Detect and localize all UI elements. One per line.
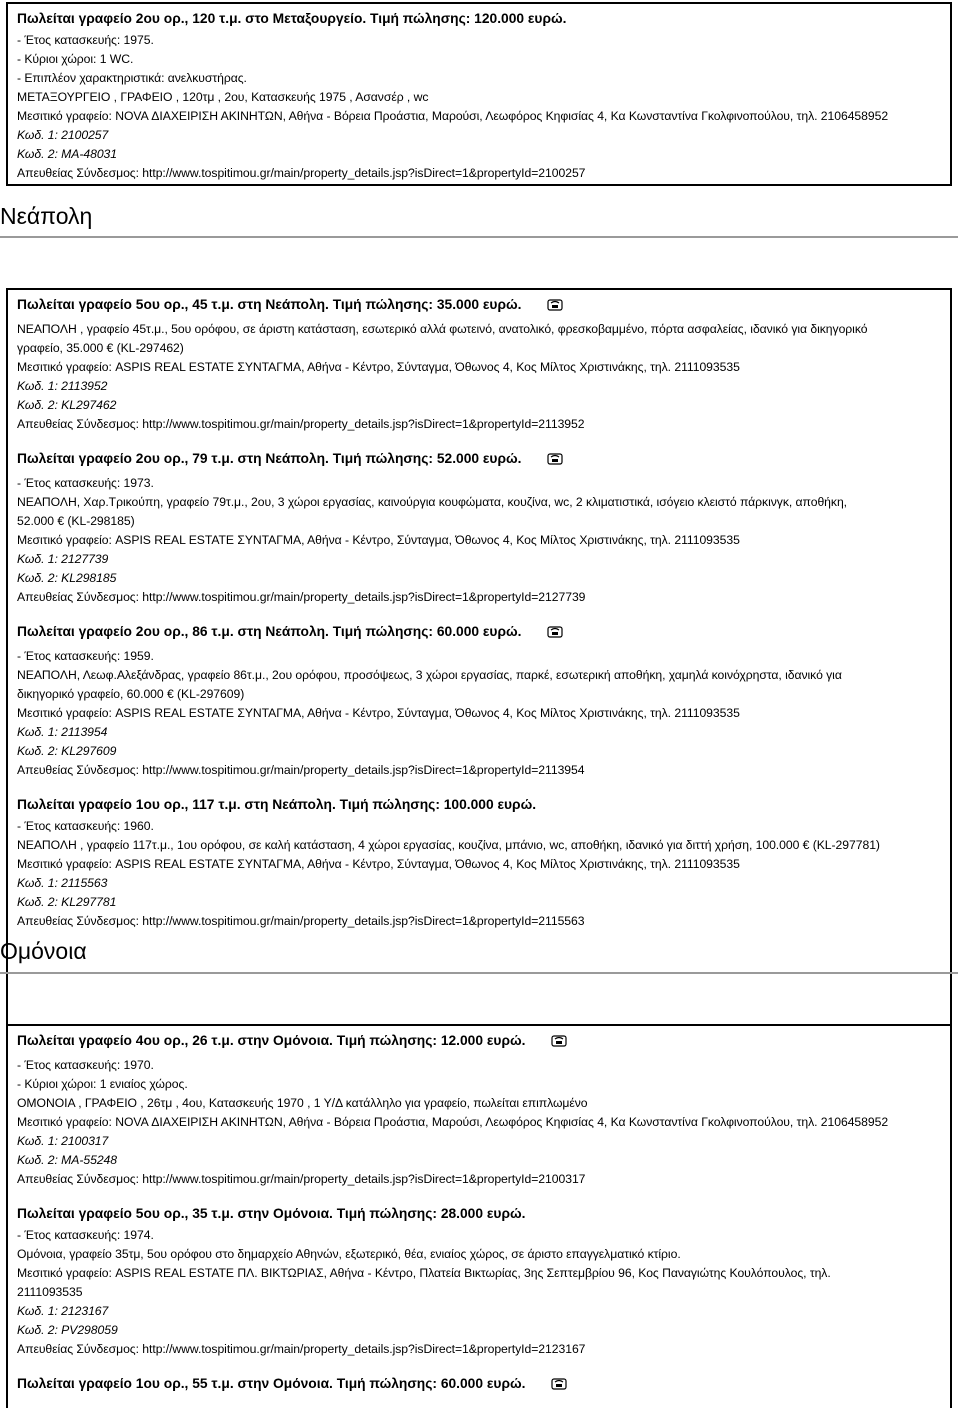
listing-title: Πωλείται γραφείο 2ου ορ., 86 τ.μ. στη Νεάπολη. Τιμή πώλησης: 60.000 ευρώ. <box>17 619 941 647</box>
listing-line: 2111093535 <box>17 1285 83 1299</box>
listing-line: 52.000 € (KL-298185) <box>17 514 135 528</box>
direct-link[interactable]: Απευθείας Σύνδεσμος: http://www.tospitimou.gr/main/property_details.jsp?isDirect=1&propertyId=2100257 <box>17 166 586 180</box>
agency-line: Μεσιτικό γραφείο: ASPIS REAL ESTATE ΣΥΝΤΑΓΜΑ, Αθήνα - Κέντρο, Σύνταγμα, Όθωνος 4, Κος Μίλτος Χριστινάκης, τηλ. 2111093535 <box>17 857 740 871</box>
listing-code-2: Κωδ. 2: KL297609 <box>17 744 117 758</box>
listing-title: Πωλείται γραφείο 5ου ορ., 35 τ.μ. στην Ομόνοια. Τιμή πώλησης: 28.000 ευρώ. <box>17 1206 526 1221</box>
listing-code-1: Κωδ. 1: 2113954 <box>17 725 108 739</box>
listing-line: ΝΕΑΠΟΛΗ , γραφείο 45τ.μ., 5ου ορόφου, σε άριστη κατάσταση, εσωτερικό αλλά φωτεινό, ανατολικό, φρεσκοβαμμένο, πόρτα ασφαλείας, ιδανικό για δικηγορικό <box>17 322 868 336</box>
section-divider <box>0 972 958 974</box>
listing-title: Πωλείται γραφείο 4ου ορ., 26 τ.μ. στην Ομόνοια. Τιμή πώλησης: 12.000 ευρώ. <box>17 1028 941 1056</box>
section-heading-omonoia: Ομόνοια <box>0 938 87 964</box>
listing-line: - Κύριοι χώροι: 1 WC. <box>17 52 134 66</box>
listing-code-2: Κωδ. 2: KL297781 <box>17 895 117 909</box>
agency-line: Μεσιτικό γραφείο: ASPIS REAL ESTATE ΣΥΝΤΑΓΜΑ, Αθήνα - Κέντρο, Σύνταγμα, Όθωνος 4, Κος Μίλτος Χριστινάκης, τηλ. 2111093535 <box>17 706 740 720</box>
listing-title: Πωλείται γραφείο 5ου ορ., 45 τ.μ. στη Νεάπολη. Τιμή πώλησης: 35.000 ευρώ. <box>17 292 941 320</box>
listing-code-1: Κωδ. 1: 2123167 <box>17 1304 109 1318</box>
direct-link[interactable]: Απευθείας Σύνδεσμος: http://www.tospitimou.gr/main/property_details.jsp?isDirect=1&propertyId=2115563 <box>17 914 585 928</box>
listing-title: Πωλείται γραφείο 2ου ορ., 79 τ.μ. στη Νεάπολη. Τιμή πώλησης: 52.000 ευρώ. <box>17 446 941 474</box>
agency-line: Μεσιτικό γραφείο: ASPIS REAL ESTATE ΣΥΝΤΑΓΜΑ, Αθήνα - Κέντρο, Σύνταγμα, Όθωνος 4, Κος Μίλτος Χριστινάκης, τηλ. 2111093535 <box>17 360 740 374</box>
phone-icon <box>551 1031 567 1056</box>
phone-icon <box>547 295 563 320</box>
listing-line: - Έτος κατασκευής: 1974. <box>17 1228 154 1242</box>
listing-block <box>6 2 952 186</box>
listing-code-2: Κωδ. 2: MA-55248 <box>17 1153 117 1167</box>
direct-link[interactable]: Απευθείας Σύνδεσμος: http://www.tospitimou.gr/main/property_details.jsp?isDirect=1&propertyId=2123167 <box>17 1342 586 1356</box>
listing-line: ΝΕΑΠΟΛΗ, Λεωφ.Αλεξάνδρας, γραφείο 86τ.μ., 2ου ορόφου, προσόψεως, 3 χώροι εργασίας, παρκέ, εσωτερική αποθήκη, χαμηλά κοινόχρηστα, ιδανικό για <box>17 668 842 682</box>
listing-title: Πωλείται γραφείο 1ου ορ., 55 τ.μ. στην Ομόνοια. Τιμή πώλησης: 60.000 ευρώ. <box>17 1371 941 1399</box>
listing-line: - Έτος κατασκευής: 1960. <box>17 819 154 833</box>
section-divider <box>0 236 958 238</box>
direct-link[interactable]: Απευθείας Σύνδεσμος: http://www.tospitimou.gr/main/property_details.jsp?isDirect=1&propertyId=2127739 <box>17 590 586 604</box>
phone-icon <box>547 449 563 474</box>
listing-line: ΝΕΑΠΟΛΗ , γραφείο 117τ.μ., 1ου ορόφου, σε καλή κατάσταση, 4 χώροι εργασίας, κουζίνα, μπάνιο, wc, αποθήκη, ιδανικό για διττή χρήση, 100.000 € (KL-297781) <box>17 838 880 852</box>
listing-line: ΝΕΑΠΟΛΗ, Χαρ.Τρικούπη, γραφείο 79τ.μ., 2ου, 3 χώροι εργασίας, καινούργια κουφώματα, κουζίνα, wc, 2 κλιματιστικά, ισόγειο κλειστό πάρκινγκ, αποθήκη, <box>17 495 848 509</box>
listing-code-2: Κωδ. 2: MA-48031 <box>17 147 117 161</box>
listing-title: Πωλείται γραφείο 1ου ορ., 117 τ.μ. στη Νεάπολη. Τιμή πώλησης: 100.000 ευρώ. <box>17 797 537 812</box>
listing-line: ΟΜΟΝΟΙΑ , ΓΡΑΦΕΙΟ , 26τμ , 4ου, Κατασκευής 1970 , 1 Υ/Δ κατάλληλο για γραφείο, πωλείται επιπλωμένο <box>17 1096 588 1110</box>
section-heading-neapoli: Νεάπολη <box>0 203 93 229</box>
listing-line: δικηγορικό γραφείο, 60.000 € (KL-297609) <box>17 687 245 701</box>
listing-line: - Έτος κατασκευής: 1970. <box>17 1058 154 1072</box>
listing-code-1: Κωδ. 1: 2113952 <box>17 379 108 393</box>
listing-line: - Έτος κατασκευής: 1975. <box>17 33 154 47</box>
listing-line: γραφείο, 35.000 € (KL-297462) <box>17 341 184 355</box>
listing-code-2: Κωδ. 2: KL297462 <box>17 398 117 412</box>
listing-code-1: Κωδ. 1: 2115563 <box>17 876 108 890</box>
listing-block <box>6 1024 952 1408</box>
listing-code-1: Κωδ. 1: 2127739 <box>17 552 109 566</box>
agency-line: Μεσιτικό γραφείο: ASPIS REAL ESTATE ΣΥΝΤΑΓΜΑ, Αθήνα - Κέντρο, Σύνταγμα, Όθωνος 4, Κος Μίλτος Χριστινάκης, τηλ. 2111093535 <box>17 533 740 547</box>
listing-line: ΜΕΤΑΞΟΥΡΓΕΙΟ , ΓΡΑΦΕΙΟ , 120τμ , 2ου, Κατασκευής 1975 , Ασανσέρ , wc <box>17 90 429 104</box>
phone-icon <box>551 1374 567 1399</box>
listing-code-2: Κωδ. 2: PV298059 <box>17 1323 118 1337</box>
agency-line: Μεσιτικό γραφείο: NOVA ΔΙΑΧΕΙΡΙΣΗ ΑΚΙΝΗΤΩΝ, Αθήνα - Βόρεια Προάστια, Μαρούσι, Λεωφόρος Κηφισίας 4, Κα Κωνσταντίνα Γκολφινοπούλου, τηλ. 2106458952 <box>17 1115 889 1129</box>
listing-line: - Κύριοι χώροι: 1 ενιαίος χώρος. <box>17 1077 188 1091</box>
agency-line: Μεσιτικό γραφείο: NOVA ΔΙΑΧΕΙΡΙΣΗ ΑΚΙΝΗΤΩΝ, Αθήνα - Βόρεια Προάστια, Μαρούσι, Λεωφόρος Κηφισίας 4, Κα Κωνσταντίνα Γκολφινοπούλου, τηλ. 2106458952 <box>17 109 889 123</box>
listing-code-1: Κωδ. 1: 2100317 <box>17 1134 109 1148</box>
listing-code-1: Κωδ. 1: 2100257 <box>17 128 109 142</box>
direct-link[interactable]: Απευθείας Σύνδεσμος: http://www.tospitimou.gr/main/property_details.jsp?isDirect=1&propertyId=2113954 <box>17 763 585 777</box>
listing-line: - Έτος κατασκευής: 1973. <box>17 476 154 490</box>
agency-line: Μεσιτικό γραφείο: ASPIS REAL ESTATE ΠΛ. ΒΙΚΤΩΡΙΑΣ, Αθήνα - Κέντρο, Πλατεία Βικτωρίας, 3ης Σεπτεμβρίου 96, Κος Παναγιώτης Κουλόπουλος, τηλ. <box>17 1266 831 1280</box>
listing-line: Ομόνοια, γραφείο 35τμ, 5ου ορόφου στο δημαρχείο Αθηνών, εξωτερικό, θέα, ενιαίος χώρος, σε άριστο επαγγελματικό κτίριο. <box>17 1247 681 1261</box>
listing-title: Πωλείται γραφείο 2ου ορ., 120 τ.μ. στο Μεταξουργείο. Τιμή πώλησης: 120.000 ευρώ. <box>17 11 567 26</box>
listing-code-2: Κωδ. 2: KL298185 <box>17 571 117 585</box>
listing-line: - Έτος κατασκευής: 1959. <box>17 649 154 663</box>
direct-link[interactable]: Απευθείας Σύνδεσμος: http://www.tospitimou.gr/main/property_details.jsp?isDirect=1&propertyId=2100317 <box>17 1172 586 1186</box>
listing-line: - Επιπλέον χαρακτηριστικά: ανελκυστήρας. <box>17 71 247 85</box>
phone-icon <box>547 622 563 647</box>
direct-link[interactable]: Απευθείας Σύνδεσμος: http://www.tospitimou.gr/main/property_details.jsp?isDirect=1&propertyId=2113952 <box>17 417 585 431</box>
